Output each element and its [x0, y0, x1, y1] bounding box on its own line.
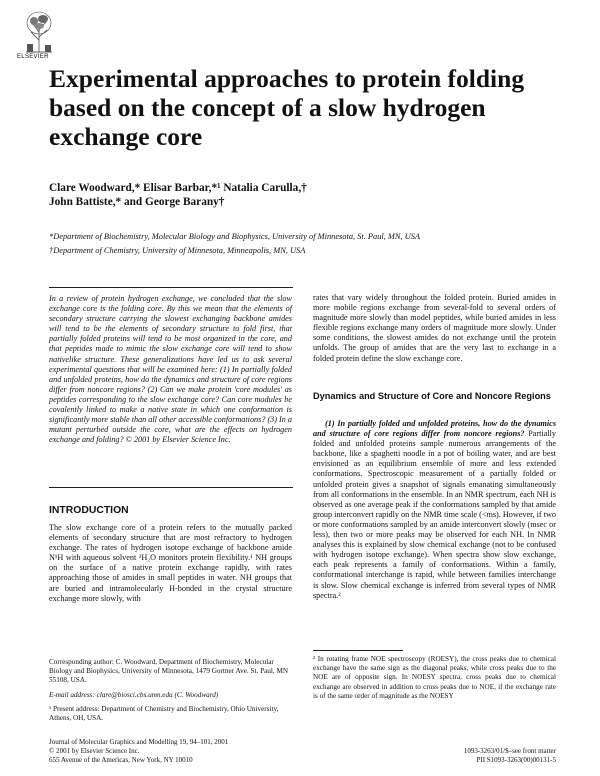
right-footnote: ² In rotating frame NOE spectroscopy (ROESY), the cross peaks due to chemical exchange have the same sign as the diagonal peaks, while cross peaks due to the NOE are of opposite sign. In NOESY spectra, cross peaks due to chemical exchange are observed in addition to cross peaks due to NOE, if the exchange rate is of the same order of magnitude as the NOESY: [313, 655, 556, 700]
question-1-body: Partially folded and unfolded proteins sample numerous arrangements of the backbone, like a spaghetti noodle in a pot of boiling water, and are best envisioned as an equilibrium ensemble of more and less extended conformations. Spectroscopic measurement of a partially folded or unfolded protein gives a snapshot of signals emanating simultaneously from all conformations in the ensemble. In an NMR spectrum, each NH is observed as one average peak if the conformations sampled by that amide group interconvert rapidly on the NMR time scale (<ms). However, if two or more conformations sampled by an amide interconvert slowly (msec or less), then two or more peaks may be observed for each NH. In NMR analyses this is explained by slow chemical exchange (not to be confused with hydrogen isotope exchange). When spectra show slow exchange, each peak represents a family of conformations. Within a family, conformational interchange is rapid, while between families interchange is slow. Slow chemical exchange is inferred from several types of NMR spectra.²: [313, 429, 556, 600]
present-address-note: ¹ Present address: Department of Chemistry and Biochemistry, Ohio University, Athens, OH, USA.: [49, 704, 279, 723]
introduction-text: The slow exchange core of a protein refers to the mutually packed elements of secondary structure that are most refractory to hydrogen exchange. The rates of hydrogen isotope exchange of backbone amide N¹H with aqueous solvent ²H₂O monitors protein flexibility.¹ NH groups on the surface of a native protein exchange rapidly, with rates approaching those of amides in small peptides in water. NH groups that are buried and intramolecularly H-bonded in the crystal structure exchange more slowly, with: [49, 523, 292, 603]
affiliation-1: *Department of Biochemistry, Molecular Biology and Biophysics, University of Minnesota, St. Paul, MN, USA: [49, 232, 421, 241]
abstract-top-rule: [49, 287, 293, 288]
left-footnotes: [49, 658, 292, 728]
footer-pii: PII S1093-3263(00)00131-5: [476, 756, 556, 764]
publisher-logo-label: ELSEVIER: [17, 54, 49, 60]
footer-identifiers: [380, 747, 556, 765]
email-note: E-mail address: clare@biosci.cbs.umn.edu (C. Woodward): [49, 690, 219, 699]
abstract-bottom-rule: [49, 487, 293, 488]
elsevier-tree-logo-icon: [24, 10, 54, 54]
authors-line-2: John Battiste,* and George Barany†: [49, 196, 225, 208]
footer-issn: 1093-3263/01/$–see front matter: [463, 747, 556, 755]
right-column-continuation: [313, 293, 556, 364]
footer-address: 655 Avenue of the Americas, New York, NY 10010: [49, 756, 193, 764]
right-column-body: [313, 419, 556, 601]
affiliation-2: †Department of Chemistry, University of Minnesota, Minneapolis, MN, USA: [49, 246, 306, 255]
abstract-text: In a review of protein hydrogen exchange, we concluded that the slow exchange core is the folding core. By this we mean that the elements of secondary structure carrying the slowest exchanging backbone amides will tend to be the elements of secondary structure to fold first, that partially folded proteins will tend to be most organized in the core, and that peptides made to mimic the slow exchange core will tend to show nativelike structure. These generalizations have led us to ask several experimental questions that will be examined here: (1) In partially folded and unfolded proteins, how do the dynamics and structure of core regions differ from noncore regions? (2) Can we make protein 'core modules' as peptides corresponding to the slow exchange core? Can core modules be covalently linked to make a native state in which one conformation is significantly more stable than all other accessible conformations? (3) In a mutant perturbed outside the core, what are the effects on hydrogen exchange and folding? © 2001 by Elsevier Science Inc.: [49, 294, 293, 445]
authors-line-1: Clare Woodward,* Elisar Barbar,*¹ Natalia Carulla,†: [49, 182, 307, 194]
footer-journal-info: [49, 738, 228, 765]
footer-journal: Journal of Molecular Graphics and Modelling 19, 94–101, 2001: [49, 738, 229, 746]
affiliations: [49, 231, 569, 256]
introduction-heading: INTRODUCTION: [49, 505, 129, 516]
author-list: [49, 181, 569, 209]
right-footnote-rule: [313, 650, 403, 651]
article-title: Experimental approaches to protein folding based on the concept of a slow hydrogen exchange core: [49, 64, 525, 151]
footer-copyright: © 2001 by Elsevier Science Inc.: [49, 747, 140, 755]
question-1-lead: (1) In partially folded and unfolded proteins, how do the dynamics and structure of core regions differ from noncore regions?: [313, 419, 556, 439]
abstract: [49, 294, 292, 445]
section-heading-dynamics: Dynamics and Structure of Core and Noncore Regions: [313, 391, 551, 401]
corresponding-author-note: Corresponding author: C. Woodward, Department of Biochemistry, Molecular Biology and Biophysics, University of Minnesota, 1479 Gortner Ave. St. Paul, MN 55108, USA.: [49, 658, 289, 685]
continuation-text: rates that vary widely throughout the folded protein. Buried amides in more mobile regions exchange from several-fold to several orders of magnitude more slowly than model peptides, while buried amides in less flexible regions exchange many orders of magnitude more slowly. Under some conditions, the slowest amides do not exchange until the protein unfolds. The group of amides that are the very last to exchange in a folded protein define the slow exchange core.: [313, 293, 556, 363]
introduction-body: [49, 523, 292, 604]
